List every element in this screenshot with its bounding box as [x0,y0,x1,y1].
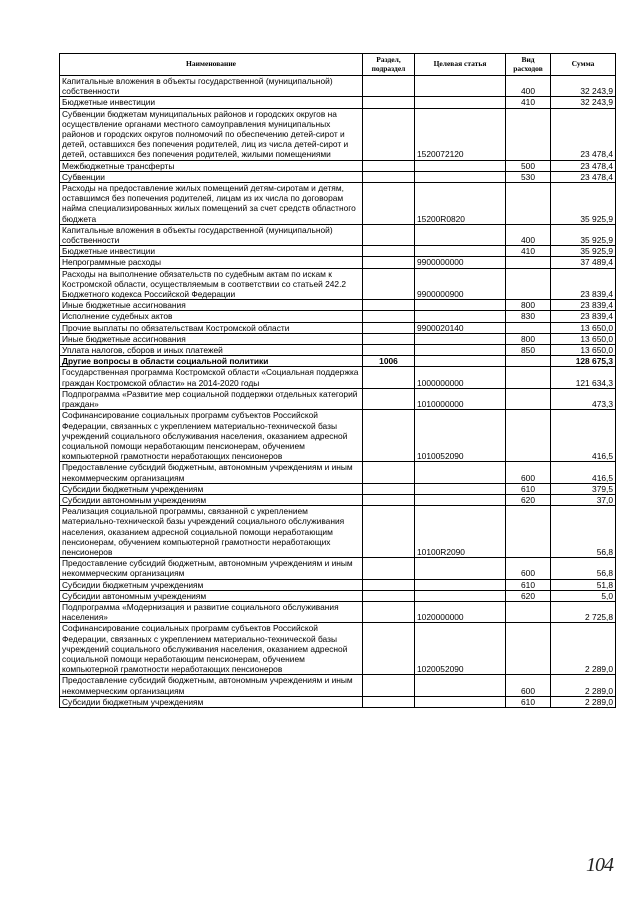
cell-kind: 800 [506,333,551,344]
cell-kind [506,322,551,333]
cell-target: 1020000000 [415,601,506,622]
cell-name: Прочие выплаты по обязательствам Костромской области [60,322,363,333]
cell-section [363,483,415,494]
cell-target [415,462,506,483]
cell-target [415,558,506,579]
cell-kind: 800 [506,300,551,311]
cell-sum: 23 478,4 [551,160,616,171]
cell-kind [506,268,551,300]
cell-sum: 13 650,0 [551,333,616,344]
cell-sum: 473,3 [551,388,616,409]
cell-target [415,76,506,97]
cell-sum: 32 243,9 [551,76,616,97]
cell-sum: 37 489,4 [551,257,616,268]
cell-target [415,675,506,696]
cell-kind: 610 [506,579,551,590]
cell-section [363,300,415,311]
cell-kind [506,623,551,675]
cell-sum: 23 478,4 [551,171,616,182]
cell-sum: 32 243,9 [551,97,616,108]
cell-section [363,183,415,225]
cell-sum: 13 650,0 [551,322,616,333]
cell-name: Подпрограмма «Модернизация и развитие социального обслуживания населения» [60,601,363,622]
cell-target: 1020052090 [415,623,506,675]
cell-name: Непрограммные расходы [60,257,363,268]
cell-kind [506,410,551,462]
cell-name: Субсидии бюджетным учреждениям [60,579,363,590]
cell-kind: 410 [506,97,551,108]
cell-target [415,333,506,344]
table-row [60,558,616,579]
cell-section [363,333,415,344]
table-row [60,268,616,300]
cell-kind: 600 [506,675,551,696]
cell-kind [506,506,551,558]
table-row [60,246,616,257]
cell-target: 9900000000 [415,257,506,268]
cell-sum: 2 289,0 [551,675,616,696]
table-row [60,494,616,505]
table-row [60,601,616,622]
cell-target: 1010052090 [415,410,506,462]
cell-kind: 400 [506,224,551,245]
cell-section [363,268,415,300]
cell-sum: 35 925,9 [551,246,616,257]
cell-section [363,462,415,483]
cell-kind: 600 [506,558,551,579]
cell-sum: 56,8 [551,506,616,558]
cell-sum: 5,0 [551,590,616,601]
cell-target [415,246,506,257]
table-row [60,696,616,707]
table-row [60,506,616,558]
cell-kind: 500 [506,160,551,171]
cell-sum: 416,5 [551,410,616,462]
cell-sum: 51,8 [551,579,616,590]
cell-kind [506,183,551,225]
cell-target: 1520072120 [415,108,506,160]
cell-section [363,558,415,579]
cell-name: Субвенции бюджетам муниципальных районов и городских округов на осуществление органами местного самоуправления муниципальных районов и городских округов полномочий по обеспечению детей-сирот и детей, оставшихся без попечения родителей, лиц из числа детей-сирот и детей, оставшихся без попечения родителей, жилыми помещениями [60,108,363,160]
table-row [60,76,616,97]
cell-name: Субсидии автономным учреждениям [60,494,363,505]
table-body [60,76,616,708]
cell-section [363,410,415,462]
budget-table [59,53,616,708]
cell-kind: 610 [506,696,551,707]
header-kind: Вид расходов [506,54,551,76]
cell-name: Предоставление субсидий бюджетным, автономным учреждениям и иным некоммерческим организациям [60,558,363,579]
cell-target: 9900000900 [415,268,506,300]
cell-name: Капитальные вложения в объекты государственной (муниципальной) собственности [60,76,363,97]
cell-section [363,97,415,108]
cell-kind [506,388,551,409]
cell-section [363,76,415,97]
cell-name: Государственная программа Костромской области «Социальная поддержка граждан Костромской области» на 2014-2020 годы [60,367,363,388]
cell-target: 1000000000 [415,367,506,388]
cell-name: Межбюджетные трансферты [60,160,363,171]
table-row [60,108,616,160]
cell-section [363,494,415,505]
cell-section [363,696,415,707]
table-row [60,97,616,108]
cell-section [363,675,415,696]
cell-name: Субсидии бюджетным учреждениям [60,696,363,707]
table-row [60,333,616,344]
cell-target [415,483,506,494]
cell-kind [506,356,551,367]
cell-name: Субсидии автономным учреждениям [60,590,363,601]
cell-name: Субвенции [60,171,363,182]
page-number: 104 [586,854,613,876]
cell-target [415,345,506,356]
cell-sum: 13 650,0 [551,345,616,356]
table-row [60,579,616,590]
cell-sum: 23 478,4 [551,108,616,160]
cell-name: Софинансирование социальных программ субъектов Российской Федерации, связанных с укреплением материально-технической базы учреждений социального обслуживания населения, оказанием адресной социальной помощи неработающим пенсионерам, обучением компьютерной грамотности неработающих пенсионеров [60,410,363,462]
cell-target [415,311,506,322]
cell-name: Подпрограмма «Развитие мер социальной поддержки отдельных категорий граждан» [60,388,363,409]
table-row [60,462,616,483]
cell-name: Реализация социальной программы, связанной с укреплением материально-технической базы учреждений социального обслуживания населения, оказанием адресной социальной помощи неработающим пенсионерам, обучением компьютерной грамотности неработающих пенсионеров [60,506,363,558]
cell-sum: 56,8 [551,558,616,579]
cell-name: Иные бюджетные ассигнования [60,300,363,311]
cell-name: Расходы на предоставление жилых помещений детям-сиротам и детям, оставшимся без попечения родителей, лицам из их числа по договорам найма специализированных жилых помещений за счет средств областного бюджета [60,183,363,225]
cell-sum: 121 634,3 [551,367,616,388]
table-row [60,300,616,311]
cell-sum: 23 839,4 [551,268,616,300]
cell-section [363,224,415,245]
cell-sum: 23 839,4 [551,311,616,322]
cell-name: Бюджетные инвестиции [60,246,363,257]
cell-target: 10100R2090 [415,506,506,558]
cell-target: 1010000000 [415,388,506,409]
cell-kind [506,108,551,160]
cell-target [415,579,506,590]
cell-kind: 620 [506,590,551,601]
table-row [60,171,616,182]
cell-sum: 35 925,9 [551,224,616,245]
header-target: Целевая статья [415,54,506,76]
cell-sum: 2 289,0 [551,623,616,675]
cell-section [363,171,415,182]
cell-section [363,311,415,322]
cell-target [415,696,506,707]
cell-sum: 37,0 [551,494,616,505]
cell-target [415,97,506,108]
cell-target [415,300,506,311]
header-section: Раздел, подраздел [363,54,415,76]
cell-section [363,579,415,590]
cell-section [363,322,415,333]
table-row [60,483,616,494]
cell-name: Другие вопросы в области социальной политики [60,356,363,367]
cell-section: 1006 [363,356,415,367]
table-row [60,257,616,268]
cell-kind: 610 [506,483,551,494]
cell-target [415,160,506,171]
cell-kind: 850 [506,345,551,356]
cell-kind [506,367,551,388]
cell-name: Расходы на выполнение обязательств по судебным актам по искам к Костромской области, осуществляемым в соответствии со статьей 242.2 Бюджетного кодекса Российской Федерации [60,268,363,300]
cell-sum: 128 675,3 [551,356,616,367]
cell-section [363,601,415,622]
cell-section [363,590,415,601]
cell-sum: 416,5 [551,462,616,483]
cell-section [363,160,415,171]
cell-sum: 23 839,4 [551,300,616,311]
cell-kind: 410 [506,246,551,257]
cell-section [363,246,415,257]
cell-sum: 2 725,8 [551,601,616,622]
cell-kind: 400 [506,76,551,97]
table-row [60,311,616,322]
cell-section [363,623,415,675]
cell-target [415,171,506,182]
cell-target [415,494,506,505]
cell-name: Предоставление субсидий бюджетным, автономным учреждениям и иным некоммерческим организациям [60,675,363,696]
header-sum: Сумма [551,54,616,76]
table-row [60,367,616,388]
table-row [60,160,616,171]
cell-target [415,590,506,601]
table-row [60,675,616,696]
cell-target: 9900020140 [415,322,506,333]
table-row [60,623,616,675]
cell-sum: 35 925,9 [551,183,616,225]
cell-target: 15200R0820 [415,183,506,225]
table-row [60,590,616,601]
cell-name: Исполнение судебных актов [60,311,363,322]
cell-sum: 379,5 [551,483,616,494]
table-row [60,224,616,245]
table-row [60,345,616,356]
cell-target [415,356,506,367]
cell-section [363,257,415,268]
header-name: Наименование [60,54,363,76]
cell-section [363,345,415,356]
table-row [60,322,616,333]
cell-kind: 530 [506,171,551,182]
cell-section [363,506,415,558]
cell-name: Софинансирование социальных программ субъектов Российской Федерации, связанных с укреплением материально-технической базы учреждений социального обслуживания населения, оказанием адресной социальной помощи неработающим пенсионерам, обучением компьютерной грамотности неработающих пенсионеров [60,623,363,675]
cell-kind: 600 [506,462,551,483]
table-row [60,183,616,225]
cell-sum: 2 289,0 [551,696,616,707]
cell-kind: 620 [506,494,551,505]
cell-name: Уплата налогов, сборов и иных платежей [60,345,363,356]
cell-name: Иные бюджетные ассигнования [60,333,363,344]
cell-name: Бюджетные инвестиции [60,97,363,108]
cell-section [363,388,415,409]
cell-kind: 830 [506,311,551,322]
table-row [60,356,616,367]
cell-target [415,224,506,245]
cell-name: Предоставление субсидий бюджетным, автономным учреждениям и иным некоммерческим организациям [60,462,363,483]
table-header-row [60,54,616,76]
cell-name: Субсидии бюджетным учреждениям [60,483,363,494]
table-row [60,410,616,462]
cell-name: Капитальные вложения в объекты государственной (муниципальной) собственности [60,224,363,245]
cell-section [363,108,415,160]
cell-kind [506,601,551,622]
table-row [60,388,616,409]
cell-kind [506,257,551,268]
cell-section [363,367,415,388]
